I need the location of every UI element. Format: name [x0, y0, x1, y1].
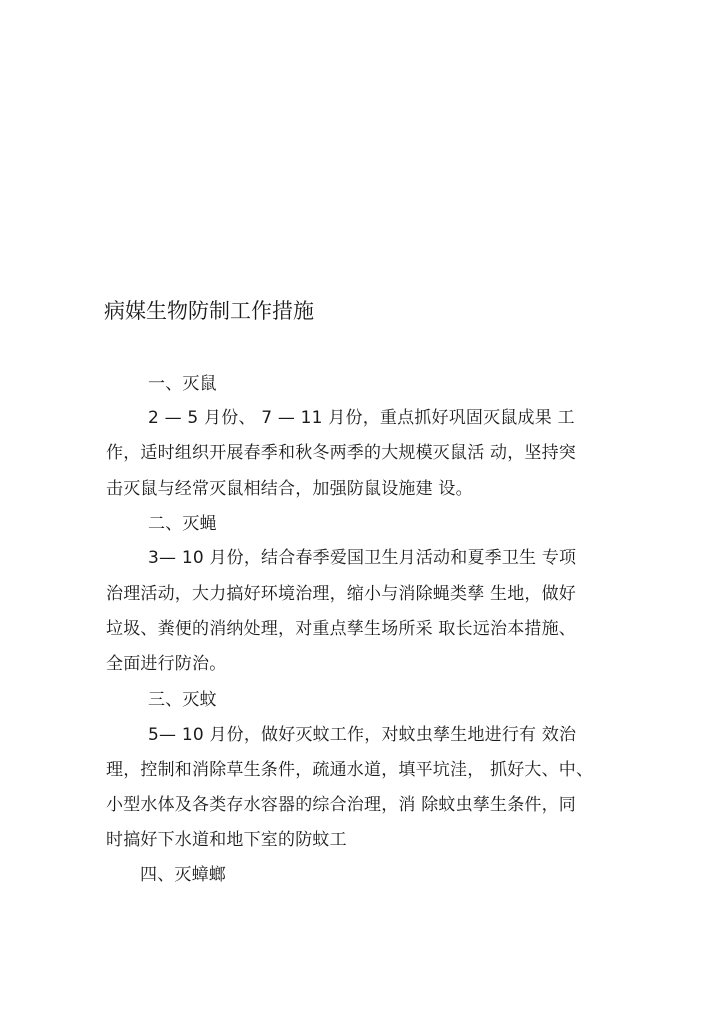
paragraph-line: 理，控制和消除草生条件，疏通水道，填平坑洼， 抓好大、中、 — [106, 760, 594, 780]
paragraph-line: 2 — 5 月份、 7 — 11 月份，重点抓好巩固灭鼠成果 工 — [148, 408, 575, 428]
document-title: 病媒生物防制工作措施 — [104, 299, 314, 323]
paragraph-line: 5— 10 月份，做好灭蚊工作，对蚊虫孳生地进行有 效治 — [148, 725, 577, 745]
section-heading-rodent: 一、灭鼠 — [148, 374, 217, 394]
paragraph-line: 治理活动，大力搞好环境治理，缩小与消除蝇类孳 生地，做好 — [106, 584, 577, 604]
paragraph-line: 时搞好下水道和地下室的防蚊工 — [106, 830, 347, 850]
section-heading-cockroach: 四、灭蟑螂 — [140, 865, 226, 885]
section-heading-fly: 二、灭蝇 — [148, 514, 217, 534]
paragraph-line: 击灭鼠与经常灭鼠相结合，加强防鼠设施建 设。 — [106, 479, 473, 499]
paragraph-line: 3— 10 月份，结合春季爱国卫生月活动和夏季卫生 专项 — [148, 548, 577, 568]
paragraph-line: 垃圾、粪便的消纳处理，对重点孳生场所采 取长远治本措施、 — [106, 619, 577, 639]
paragraph-line: 全面进行防治。 — [106, 654, 227, 674]
paragraph-line: 作，适时组织开展春季和秋冬两季的大规模灭鼠活 动，坚持突 — [106, 443, 577, 463]
paragraph-line: 小型水体及各类存水容器的综合治理，消 除蚊虫孳生条件，同 — [106, 795, 577, 815]
section-heading-mosquito: 三、灭蚊 — [148, 690, 217, 710]
